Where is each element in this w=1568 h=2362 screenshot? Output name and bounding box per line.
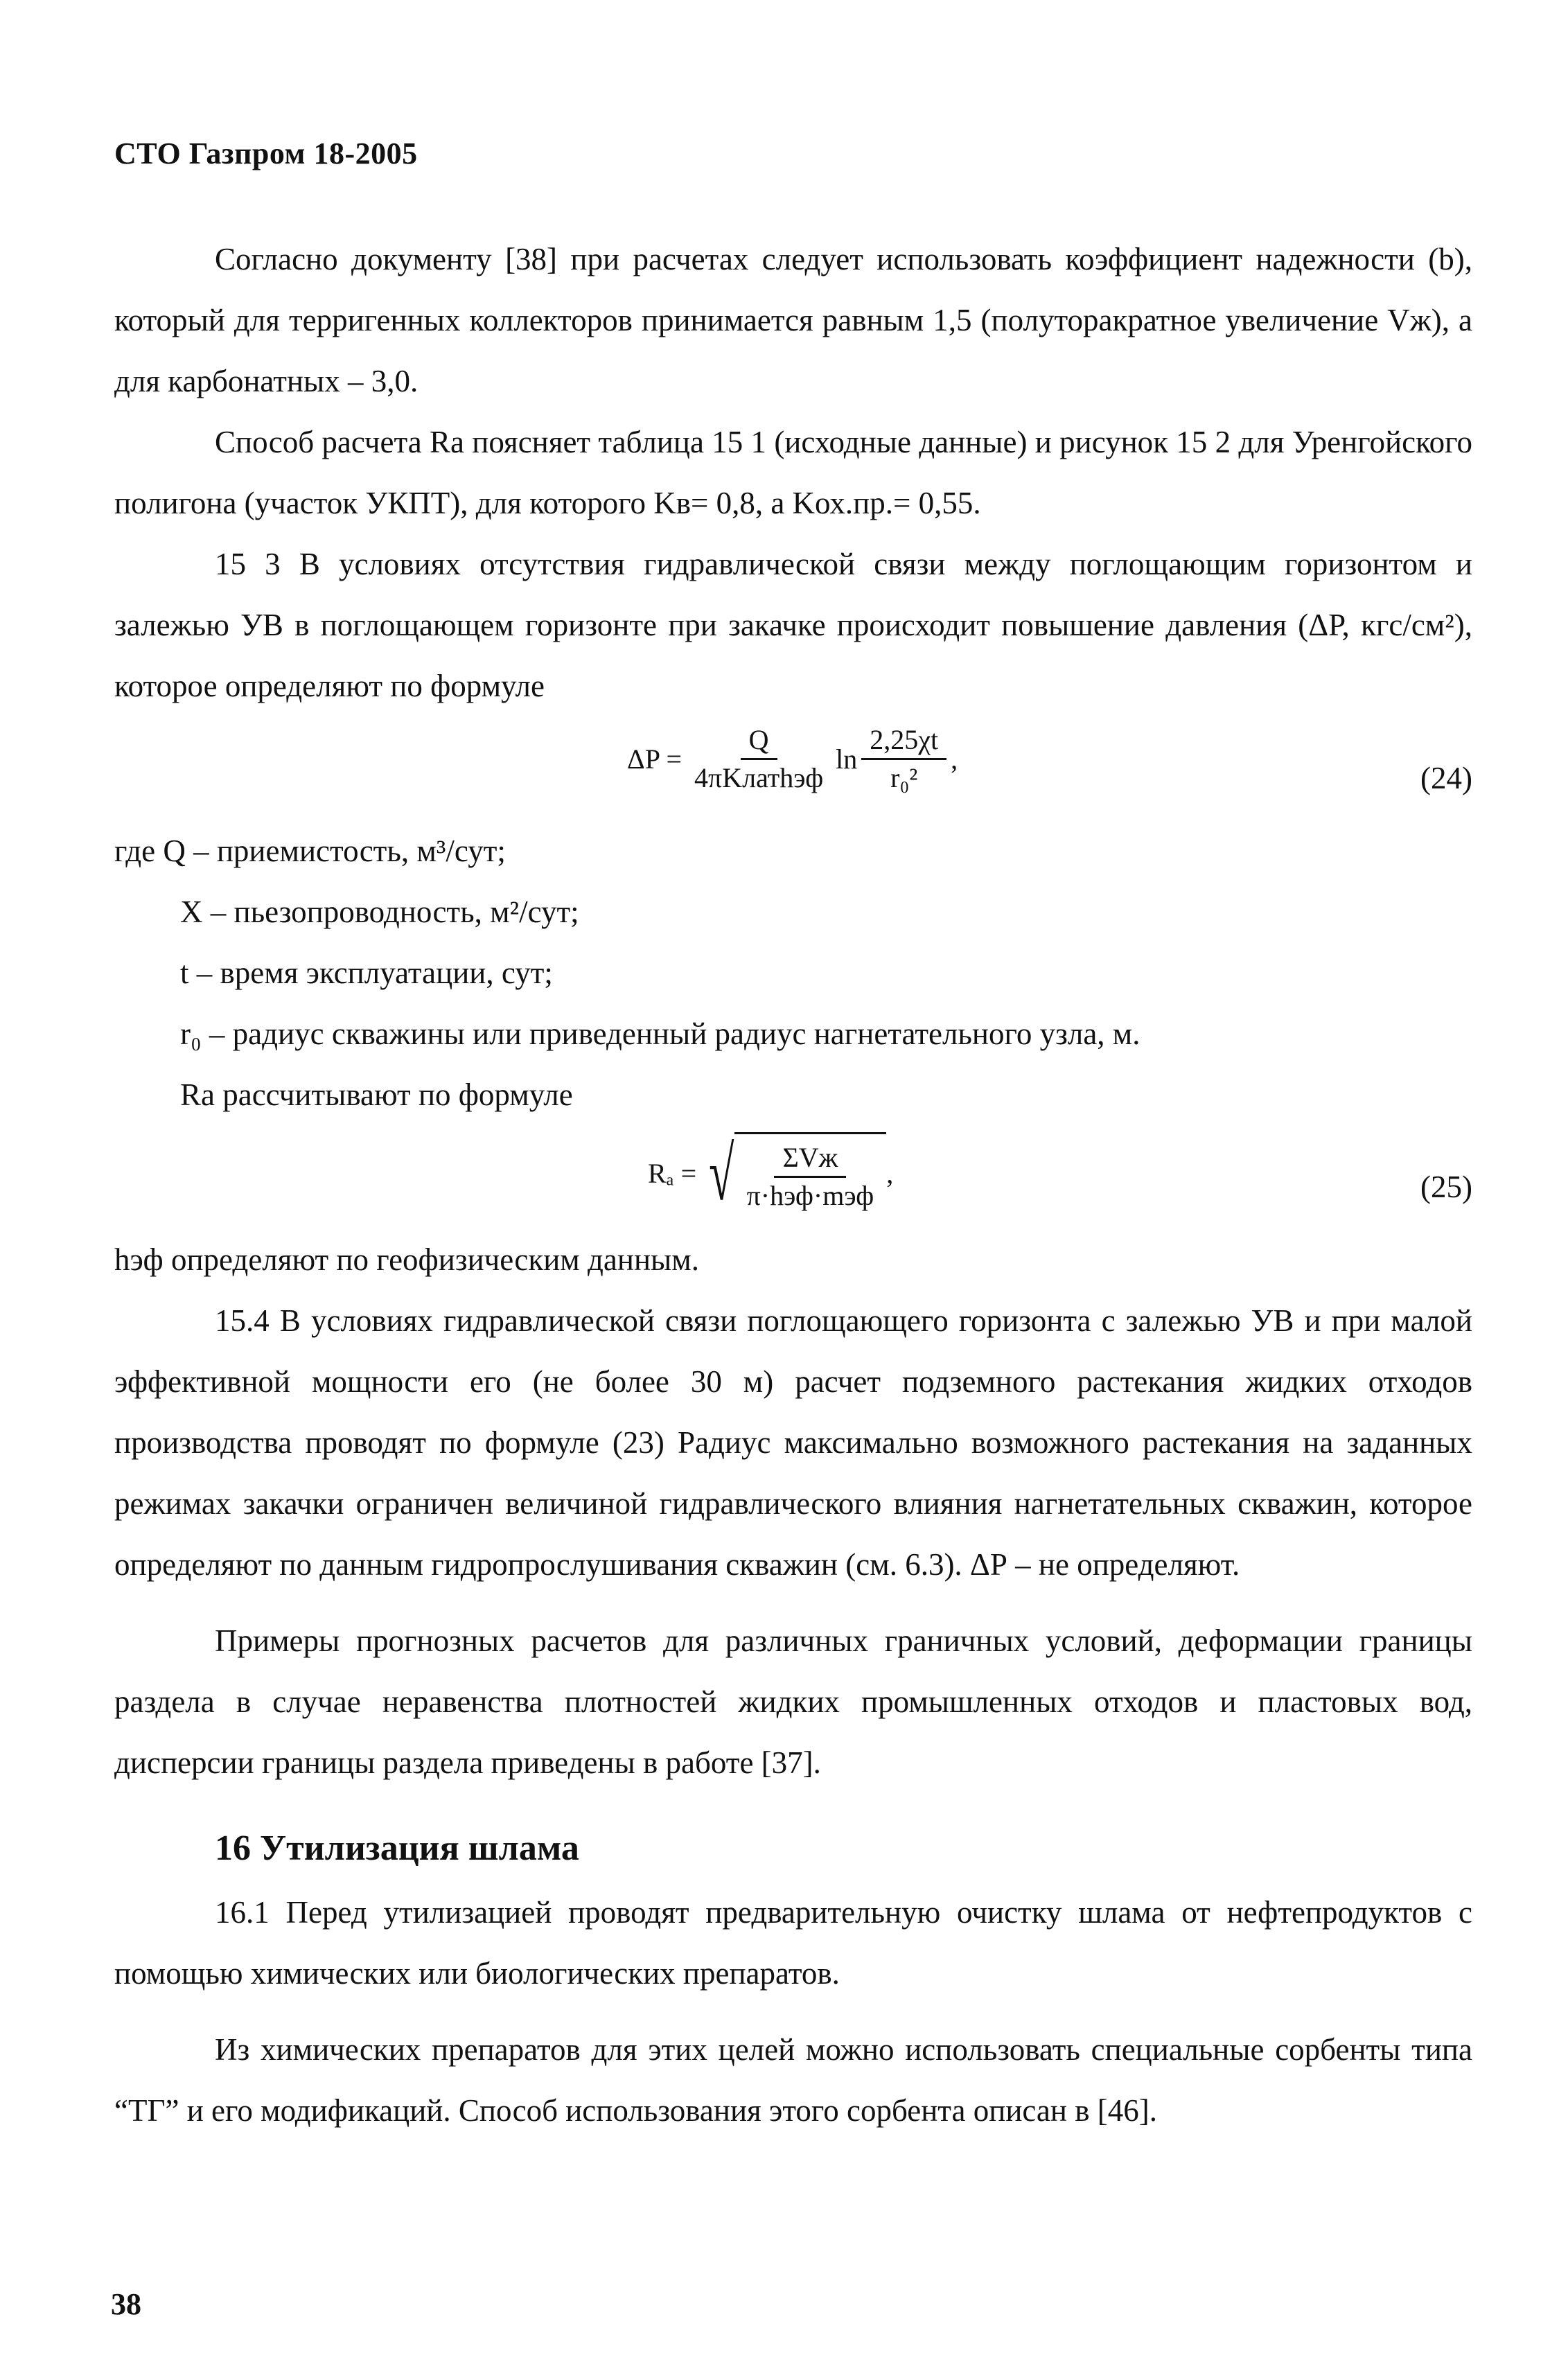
formula-25-line	[114, 1125, 1472, 1229]
formula-24-number: (24)	[1420, 761, 1472, 795]
formula-24-num-1: Q	[741, 723, 777, 760]
formula-24-lhs: ΔP =	[627, 743, 682, 775]
formula-24-fraction-2	[861, 723, 946, 795]
page-number: 38	[111, 2287, 141, 2321]
formula-24-fraction-1	[686, 723, 831, 795]
paragraph-heff: hэф определяют по геофизическим данным.	[114, 1242, 700, 1277]
formula-25-sqrt	[701, 1132, 886, 1215]
formula-25-fraction	[739, 1141, 883, 1213]
paragraph-ra-formula-intro: Rа рассчитывают по формуле	[180, 1077, 573, 1112]
where-item-x: Х – пьезопроводность, м²/сут;	[180, 894, 579, 929]
paragraph-examples: Примеры прогнозных расчетов для различных граничных условий, деформации границы раздела в случае неравенства плотностей жидких промышленных отходов и пластовых вод, дисперсии границы раздела приведены в работе [37].	[114, 1623, 1472, 1780]
paragraph-reliability: Согласно документу [38] при расчетах следует использовать коэффициент надежности (b), который для терригенных коллекторов принимается равным 1,5 (полуторакратное увеличение Vж), а для карбонатных – 3,0.	[114, 242, 1472, 398]
formula-25-den: π·hэф·mэф	[746, 1180, 874, 1211]
formula-24-den-1: 4πKлатhэф	[694, 762, 824, 793]
formula-24-tail: ,	[951, 743, 958, 775]
formula-25	[648, 1132, 893, 1215]
formula-25-lhs: Rₐ =	[648, 1158, 697, 1189]
formula-24	[627, 723, 958, 795]
where-item-r0: r₀ – радиус скважины или приведенный радиус нагнетательного узла, м.	[180, 1016, 1140, 1051]
section-16-heading: 16 Утилизация шлама	[215, 1828, 579, 1868]
paragraph-15-3: 15 3 В условиях отсутствия гидравлической связи между поглощающим горизонтом и залежью УВ в поглощающем горизонте при закачке происходит повышение давления (ΔР, кгс/см²), которое определяют по формуле	[114, 547, 1472, 703]
paragraph-15-4: 15.4 В условиях гидравлической связи поглощающего горизонта с залежью УВ и при малой эффективной мощности его (не более 30 м) расчет подземного растекания жидких отходов производства проводят по формуле (23) Радиус максимально возможного растекания на заданных режимах закачки ограничен величиной гидравлического влияния нагнетательных скважин, которое определяют по данным гидропрослушивания скважин (см. 6.3). ΔР – не определяют.	[114, 1303, 1472, 1582]
formula-24-num-2: 2,25χt	[861, 723, 946, 760]
paragraph-chemical-sorbents: Из химических препаратов для этих целей можно использовать специальные сорбенты типа “ТГ” и его модификаций. Способ использования этого сорбента описан в [46].	[114, 2032, 1472, 2128]
where-item-t: t – время эксплуатации, сут;	[180, 955, 553, 990]
formula-25-number: (25)	[1420, 1170, 1472, 1204]
paragraph-ra-method: Способ расчета Ra поясняет таблица 15 1 (исходные данные) и рисунок 15 2 для Уренгойского полигона (участок УКПТ), для которого Kв= 0,8, а Kох.пр.= 0,55.	[114, 425, 1472, 520]
formula-24-den-2: r₀²	[890, 762, 918, 793]
paragraph-16-1: 16.1 Перед утилизацией проводят предварительную очистку шлама от нефтепродуктов с помощью химических или биологических препаратов.	[114, 1895, 1472, 1991]
document-body	[114, 229, 1472, 2141]
formula-25-tail: ,	[886, 1158, 894, 1189]
document-header: СТО Газпром 18-2005	[114, 136, 418, 170]
formula-24-line	[114, 716, 1472, 820]
sqrt-sign-icon: √	[709, 1131, 734, 1216]
where-item-q: где Q – приемистость, м³/сут;	[114, 834, 506, 868]
formula-24-ln: ln	[836, 743, 858, 775]
formula-25-num: ΣVж	[774, 1141, 846, 1178]
